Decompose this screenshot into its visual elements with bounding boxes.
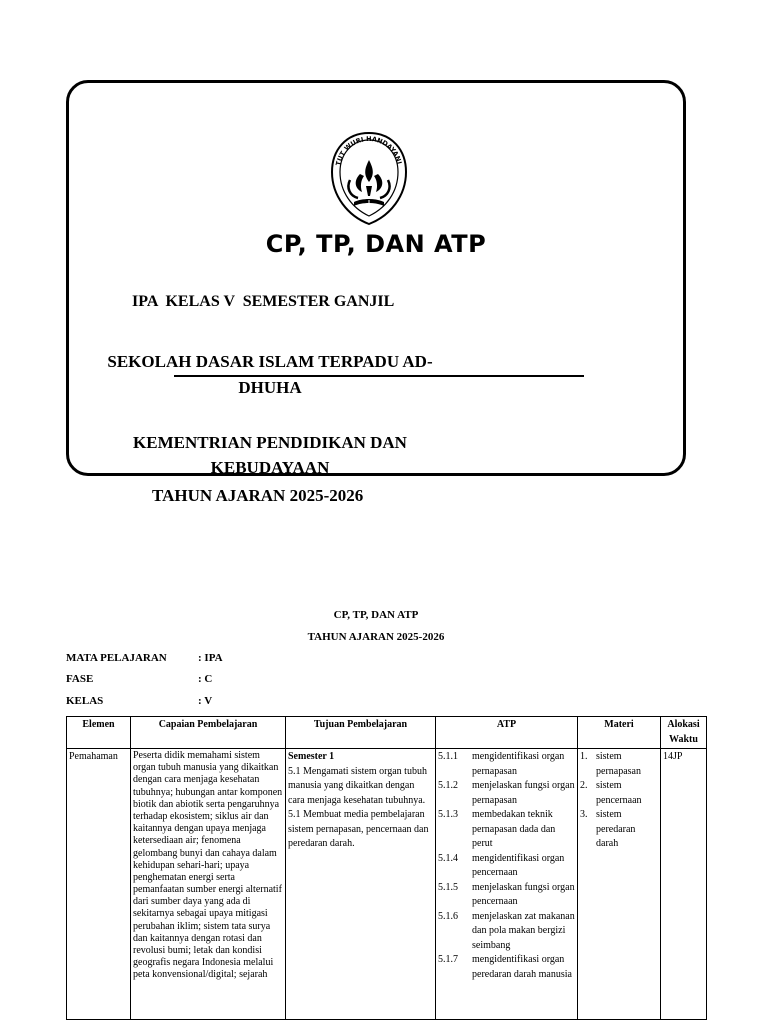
cover-ministry: KEMENTRIAN PENDIDIKAN DAN KEBUDAYAAN <box>133 433 407 477</box>
atp-number: 5.1.1 <box>438 751 458 762</box>
meta-key: KELAS <box>66 695 104 707</box>
header-materi: Materi <box>578 717 661 749</box>
meta-class <box>66 695 212 707</box>
tujuan-item: 5.1 Membuat media pembelajaran sistem pernapasan, pencernaan dan peredaran darah. <box>288 809 429 849</box>
header-elemen: Elemen <box>67 717 131 749</box>
materi-number: 3. <box>580 809 588 820</box>
materi-item <box>580 779 658 808</box>
logo-text: TUT WURI HANDAYANI <box>334 134 404 167</box>
materi-item <box>580 750 658 779</box>
atp-item <box>438 852 575 881</box>
meta-key: MATA PELAJARAN <box>66 652 167 664</box>
header-alokasi: Alokasi Waktu <box>661 717 707 749</box>
atp-text: mengidentifikasi organ pernapasan <box>472 751 565 777</box>
atp-number: 5.1.7 <box>438 954 458 965</box>
materi-number: 2. <box>580 780 588 791</box>
materi-text: sistem peredaran darah <box>596 809 636 849</box>
atp-item <box>438 808 575 852</box>
cover-academic-year: TAHUN AJARAN 2025-2026 <box>152 486 364 505</box>
atp-item <box>438 910 575 954</box>
header-tujuan: Tujuan Pembelajaran <box>286 717 436 749</box>
meta-subject <box>66 652 223 664</box>
meta-phase <box>66 673 212 685</box>
cell-alokasi: 14JP <box>661 749 707 1020</box>
materi-text: sistem pernapasan <box>596 751 641 777</box>
atp-text: mengidentifikasi organ pencernaan <box>472 852 565 878</box>
header-capaian: Capaian Pembelajaran <box>131 717 286 749</box>
atp-text: membedakan teknik pernapasan dada dan perut <box>472 809 556 849</box>
header-atp: ATP <box>436 717 578 749</box>
meta-value: : C <box>198 673 213 685</box>
tujuan-semester: Semester 1 <box>288 751 335 762</box>
meta-value: : V <box>198 695 213 707</box>
atp-item <box>438 953 575 982</box>
materi-number: 1. <box>580 751 588 762</box>
cover-school-name: SEKOLAH DASAR ISLAM TERPADU AD-DHUHA <box>107 352 433 397</box>
atp-number: 5.1.3 <box>438 809 458 820</box>
school-underline <box>174 375 584 377</box>
atp-number: 5.1.2 <box>438 780 458 791</box>
atp-item <box>438 779 575 808</box>
atp-item <box>438 881 575 910</box>
tujuan-item: 5.1 Mengamati sistem organ tubuh manusia yang dikaitkan dengan cara menjaga kesehatan tubuhnya. <box>288 765 427 806</box>
atp-item <box>438 750 575 779</box>
meta-value: : IPA <box>198 652 223 664</box>
atp-text: menjelaskan fungsi organ pencernaan <box>472 881 575 907</box>
atp-number: 5.1.6 <box>438 910 458 922</box>
cover-title: CP, TP, DAN ATP <box>265 230 487 258</box>
atp-number: 5.1.5 <box>438 881 458 893</box>
materi-text: sistem pencernaan <box>596 780 642 806</box>
document-academic-year: TAHUN AJARAN 2025-2026 <box>307 631 445 643</box>
table-row <box>67 749 707 1020</box>
cover-subject-line: IPA KELAS V SEMESTER GANJIL <box>132 293 395 310</box>
atp-text: mengidentifikasi organ peredaran darah manusia <box>472 954 572 980</box>
meta-key: FASE <box>66 673 94 685</box>
cell-materi <box>578 749 661 1020</box>
cell-elemen: Pemahaman <box>67 749 131 1020</box>
document-title: CP, TP, DAN ATP <box>333 609 419 621</box>
cell-atp <box>436 749 578 1020</box>
atp-text: menjelaskan fungsi organ pernapasan <box>472 780 575 806</box>
cell-tujuan <box>286 749 436 1020</box>
atp-text: menjelaskan zat makanan dan pola makan bergizi seimbang <box>472 910 575 951</box>
cell-capaian: Peserta didik memahami sistem organ tubuh manusia yang dikaitkan dengan cara menjaga kesehatan tubuhnya; hubungan antar komponen biotik dan abiotik serta pengaruhnya terhadap ekosistem; siklus air dan kaitannya dengan upaya menjaga ketersediaan air; fenomena gelombang bunyi dan cahaya dalam kehidupan sehari-hari; upaya penghematan energi serta pemanfaatan sumber energi alternatif dari sumber daya yang ada di sekitarnya sebagai upaya mitigasi perubahan iklim; sistem tata surya dan kaitannya dengan rotasi dan revolusi bumi; letak dan kondisi geografis negara Indonesia melalui peta konvensional/digital; sejarah <box>131 749 286 1020</box>
atp-number: 5.1.4 <box>438 852 458 864</box>
tut-wuri-handayani-logo <box>326 130 412 226</box>
cp-tp-atp-table <box>66 716 707 1020</box>
table-header-row <box>67 717 707 749</box>
materi-item <box>580 808 658 852</box>
